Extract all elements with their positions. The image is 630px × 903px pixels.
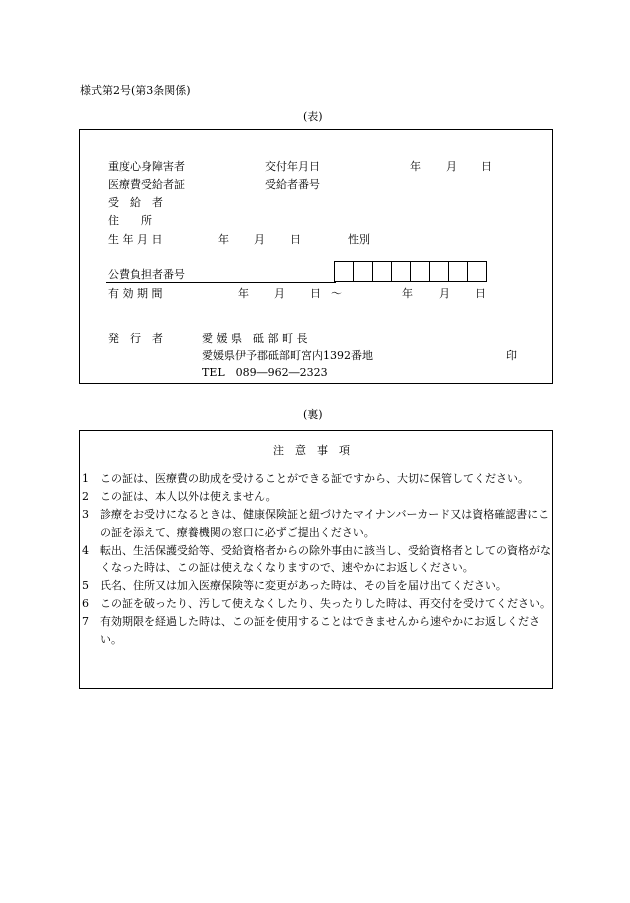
front-label: (表) (303, 110, 323, 123)
note-number: 5 (82, 579, 89, 593)
digit-box (372, 261, 392, 282)
issue-year: 年 (410, 160, 421, 173)
note-item (82, 577, 552, 595)
birth-month: 月 (254, 233, 265, 246)
note-text: この証は、医療費の助成を受けることができる証ですから、大切に保管してください。 (100, 472, 529, 485)
public-payer-underline (106, 282, 336, 283)
public-payer-number-boxes (334, 261, 487, 282)
note-number: 1 (82, 472, 89, 485)
birth-year: 年 (218, 233, 229, 246)
birthdate-label: 生 年 月 日 (108, 233, 163, 246)
valid-to-day: 日 (475, 287, 486, 300)
recipient-number-label: 受給者番号 (265, 178, 320, 191)
note-item (82, 506, 552, 541)
valid-to-year: 年 (402, 287, 413, 300)
note-item (82, 595, 552, 613)
note-text: 診療をお受けになるときは、健康保険証と紐づけたマイナンバーカード又は資格確認書にこの証を添えて、療養機関の窓口に必ずご提出ください。 (100, 507, 550, 539)
recipient-label: 受 給 者 (108, 196, 163, 209)
issuer-tel: TEL 089―962―2323 (202, 366, 328, 379)
card-title-line2: 医療費受給者証 (108, 178, 185, 191)
note-text: 転出、生活保護受給等、受給資格者からの除外事由に該当し、受給資格者としての資格がなくなった時は、この証は使えなくなりますので、速やかにお返しください。 (100, 543, 551, 575)
valid-from-month: 月 (274, 287, 285, 300)
valid-period-label: 有 効 期 間 (108, 287, 163, 300)
note-number: 3 (82, 507, 89, 521)
notes-list (82, 470, 552, 649)
note-number: 7 (82, 615, 89, 629)
note-item (82, 488, 552, 506)
address-label: 住 所 (108, 214, 152, 227)
issue-month: 月 (446, 160, 457, 173)
note-text: 氏名、住所又は加入医療保険等に変更があった時は、その旨を届け出てください。 (100, 579, 507, 593)
note-item (82, 613, 552, 648)
valid-from-day: 日 (310, 287, 321, 300)
birth-day: 日 (290, 233, 301, 246)
note-text: この証は、本人以外は使えません。 (100, 489, 277, 503)
note-number: 6 (82, 597, 89, 611)
form-number: 様式第2号(第3条関係) (80, 84, 191, 97)
note-text: この証を破ったり、汚して使えなくしたり、失ったりした時は、再交付を受けてください。 (100, 597, 551, 611)
issue-day: 日 (481, 160, 492, 173)
notes-title: 注 意 事 項 (273, 444, 350, 457)
period-tilde: 〜 (331, 287, 342, 300)
valid-to-month: 月 (439, 287, 450, 300)
card-title-line1: 重度心身障害者 (108, 160, 185, 173)
digit-box (467, 261, 487, 282)
issuer-name: 愛 媛 県 砥 部 町 長 (202, 332, 308, 345)
digit-box (410, 261, 430, 282)
sex-label: 性別 (348, 233, 370, 246)
issuer-address: 愛媛県伊予郡砥部町宮内1392番地 (202, 349, 373, 362)
digit-box (448, 261, 468, 282)
back-label: (裏) (303, 408, 323, 421)
digit-box (391, 261, 411, 282)
note-number: 2 (82, 489, 89, 503)
note-item (82, 470, 552, 488)
valid-from-year: 年 (238, 287, 249, 300)
digit-box (334, 261, 354, 282)
note-text: 有効期限を経過した時は、この証を使用することはできませんから速やかにお返しください。 (100, 615, 540, 646)
digit-box (353, 261, 373, 282)
seal-mark: 印 (506, 349, 517, 362)
note-item (82, 542, 552, 577)
digit-box (429, 261, 449, 282)
public-payer-number-label: 公費負担者番号 (108, 268, 185, 281)
note-number: 4 (82, 543, 89, 557)
issue-date-label: 交付年月日 (265, 160, 320, 173)
issuer-label: 発 行 者 (108, 332, 163, 345)
